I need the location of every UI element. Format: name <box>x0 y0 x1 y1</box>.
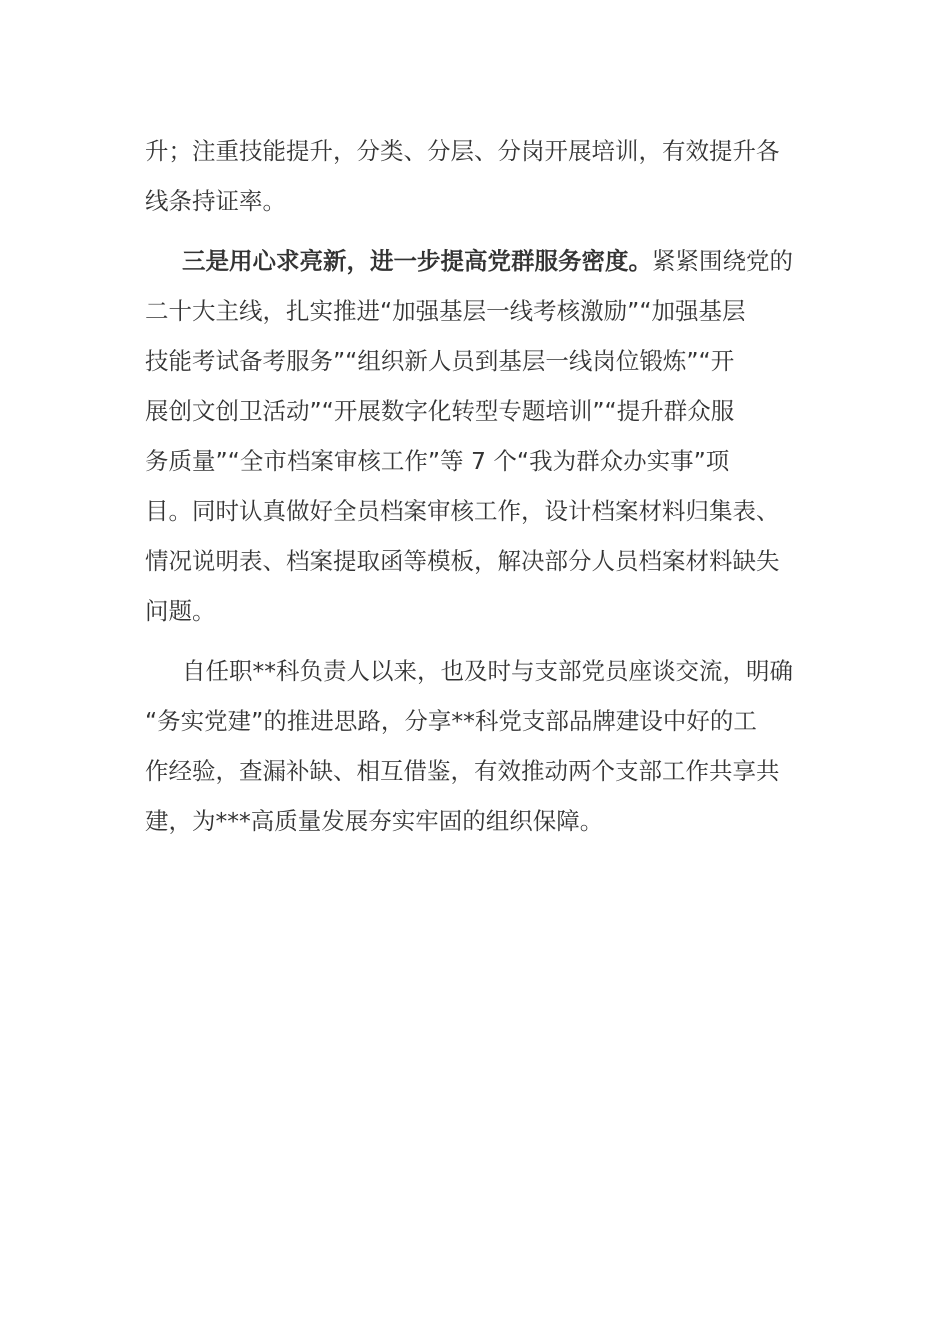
paragraph-first-line-text: 紧紧围绕党的 <box>652 247 793 275</box>
paragraph-line: 升；注重技能提升，分类、分层、分岗开展培训，有效提升各 <box>145 137 780 165</box>
paragraph-line: 问题。 <box>145 597 216 625</box>
paragraph-line: 情况说明表、档案提取函等模板，解决部分人员档案材料缺失 <box>145 547 780 575</box>
paragraph-first-line: 自任职**科负责人以来，也及时与支部党员座谈交流，明确 <box>182 657 793 685</box>
paragraph-party-service <box>145 236 810 636</box>
paragraph-first-line <box>145 236 810 286</box>
paragraph-line: 务质量”“全市档案审核工作”等 7 个“我为群众办实事”项 <box>145 447 730 475</box>
paragraph-line: 展创文创卫活动”“开展数字化转型专题培训”“提升群众服 <box>145 397 735 425</box>
paragraph-heading: 三是用心求亮新，进一步提高党群服务密度。 <box>182 247 652 275</box>
paragraph-line: 二十大主线，扎实推进“加强基层一线考核激励”“加强基层 <box>145 297 746 325</box>
paragraph-line: 目。同时认真做好全员档案审核工作，设计档案材料归集表、 <box>145 497 780 525</box>
document-body <box>145 126 810 856</box>
paragraph-branch-exchange <box>145 646 810 846</box>
paragraph-skills-training <box>145 126 810 226</box>
paragraph-line: 技能考试备考服务”“组织新人员到基层一线岗位锻炼”“开 <box>145 347 735 375</box>
paragraph-line: 线条持证率。 <box>145 187 286 215</box>
paragraph-line: 作经验，查漏补缺、相互借鉴，有效推动两个支部工作共享共 <box>145 757 780 785</box>
paragraph-line: 建，为***高质量发展夯实牢固的组织保障。 <box>145 807 604 835</box>
paragraph-line: “务实党建”的推进思路，分享**科党支部品牌建设中好的工 <box>145 707 757 735</box>
